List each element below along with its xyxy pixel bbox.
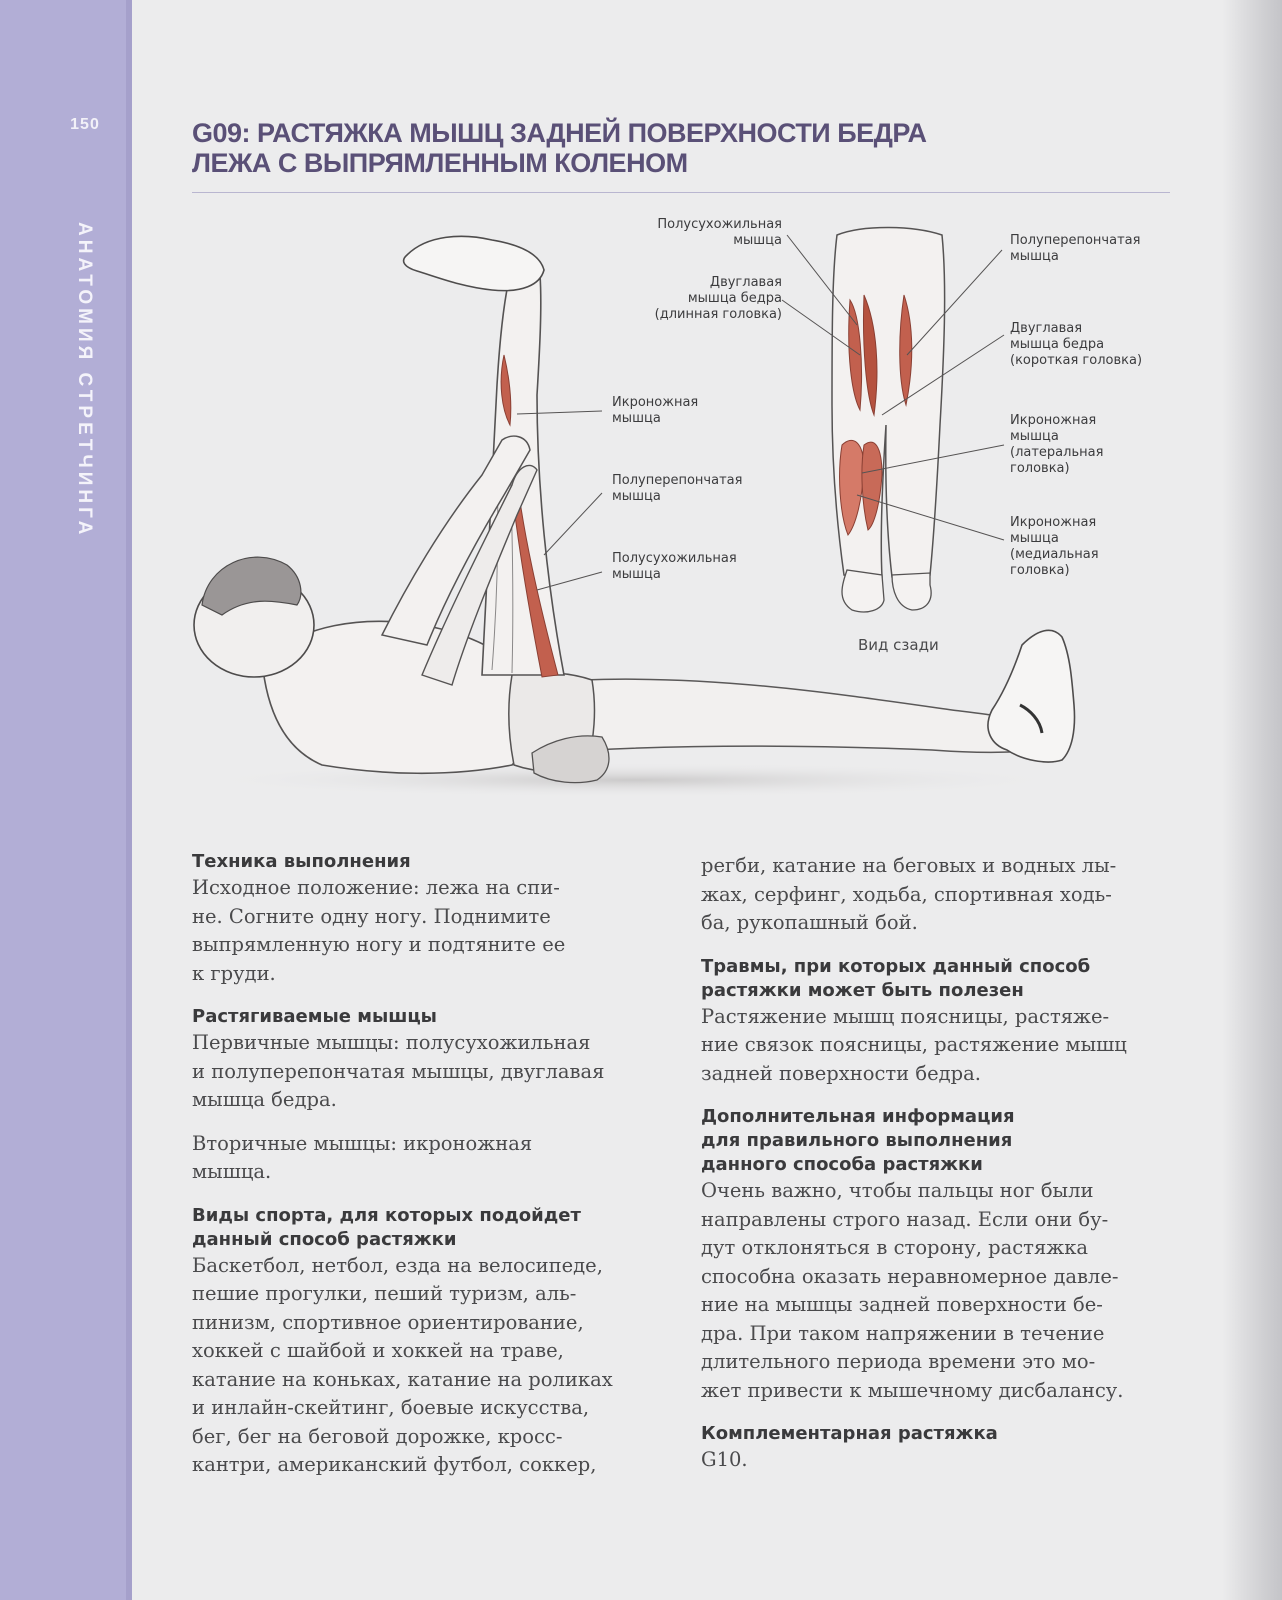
anatomy-illustration	[192, 205, 1182, 825]
page-gutter-shadow	[1222, 0, 1282, 1600]
label-back-semimembranosus: Полуперепончатая мышца	[1010, 233, 1141, 264]
title-line-1: G09: РАСТЯЖКА МЫШЦ ЗАДНЕЙ ПОВЕРХНОСТИ БЕДРА	[192, 118, 927, 148]
label-back-gastro-medial: Икроножная мышца (медиальная головка)	[1010, 515, 1099, 578]
sports-text: Баскетбол, нетбол, езда на велосипеде, пешие прогулки, пеший туризм, аль- пинизм, спортивное ориентирование, хоккей с шайбой и хоккей на траве, катание на коньках, катание на роликах и инлайн-скейтинг, боевые искусства, бег, бег на беговой дорожке, кросс- кантри, американский футбол, соккер,	[192, 1253, 613, 1476]
raised-shoe	[404, 236, 544, 290]
title-divider	[192, 192, 1170, 193]
heading-extra-info: Дополнительная информация для правильного выполнения данного способа растяжки	[701, 1106, 1015, 1175]
label-back-gastro-lateral: Икроножная мышца (латеральная головка)	[1010, 413, 1104, 476]
heading-injuries: Травмы, при которых данный способ растяжки может быть полезен	[701, 955, 1091, 1001]
label-gastrocnemius: Икроножная мышца	[612, 395, 699, 426]
floor-shadow	[192, 762, 1072, 798]
extra-info-text: Очень важно, чтобы пальцы ног были направлены строго назад. Если они бу- дут отклоняться в сторону, растяжка способна оказать неравномерное давле- ние на мышцы задней поверхности бе- дра. При таком напряжении в течение длительного периода времени это мо- жет привести к мышечному дисбалансу.	[701, 1179, 1124, 1402]
heading-technique: Техника выполнения	[192, 851, 411, 872]
secondary-muscles-text: Вторичные мышцы: икроножная мышца.	[192, 1131, 533, 1183]
page-title	[192, 118, 1092, 178]
heading-muscles: Растягиваемые мышцы	[192, 1006, 437, 1027]
section-tab-label: АНАТОМИЯ СТРЕТЧИНГА	[74, 222, 95, 539]
back-view-legs	[832, 228, 945, 612]
sports-text-continued: регби, катание на беговых и водных лы- жах, серфинг, ходьба, спортивная ходь- ба, рукопашный бой.	[701, 854, 1117, 934]
title-line-2: ЛЕЖА С ВЫПРЯМЛЕННЫМ КОЛЕНОМ	[192, 148, 688, 178]
lying-leg	[582, 679, 1042, 752]
heading-sports: Виды спорта, для которых подойдет данный способ растяжки	[192, 1204, 581, 1250]
text-column-right	[701, 852, 1161, 1475]
page-number: 150	[70, 116, 100, 133]
injuries-text: Растяжение мышц поясницы, растяже- ние связок поясницы, растяжение мышц задней поверхности бедра.	[701, 1004, 1127, 1085]
label-semitendinosus: Полусухожильная мышца	[612, 551, 737, 582]
label-semimembranosus: Полуперепончатая мышца	[612, 473, 743, 504]
label-back-biceps-long: Двуглавая мышца бедра (длинная головка)	[654, 275, 782, 322]
primary-muscles-text: Первичные мышцы: полусухожильная и полуперепончатая мышцы, двуглавая мышца бедра.	[192, 1031, 605, 1111]
lying-shoe	[988, 630, 1075, 762]
sidebar-edge	[126, 0, 132, 1600]
complementary-text: G10.	[701, 1448, 748, 1471]
heading-complementary: Комплементарная растяжка	[701, 1423, 998, 1444]
technique-text: Исходное положение: лежа на спи- не. Согните одну ногу. Поднимите выпрямленную ногу и подтяните ее к груди.	[192, 876, 566, 985]
view-caption: Вид сзади	[858, 636, 939, 654]
label-back-biceps-short: Двуглавая мышца бедра (короткая головка)	[1010, 321, 1143, 368]
label-back-semitendinosus: Полусухожильная мышца	[657, 217, 782, 248]
text-column-left	[192, 850, 652, 1480]
